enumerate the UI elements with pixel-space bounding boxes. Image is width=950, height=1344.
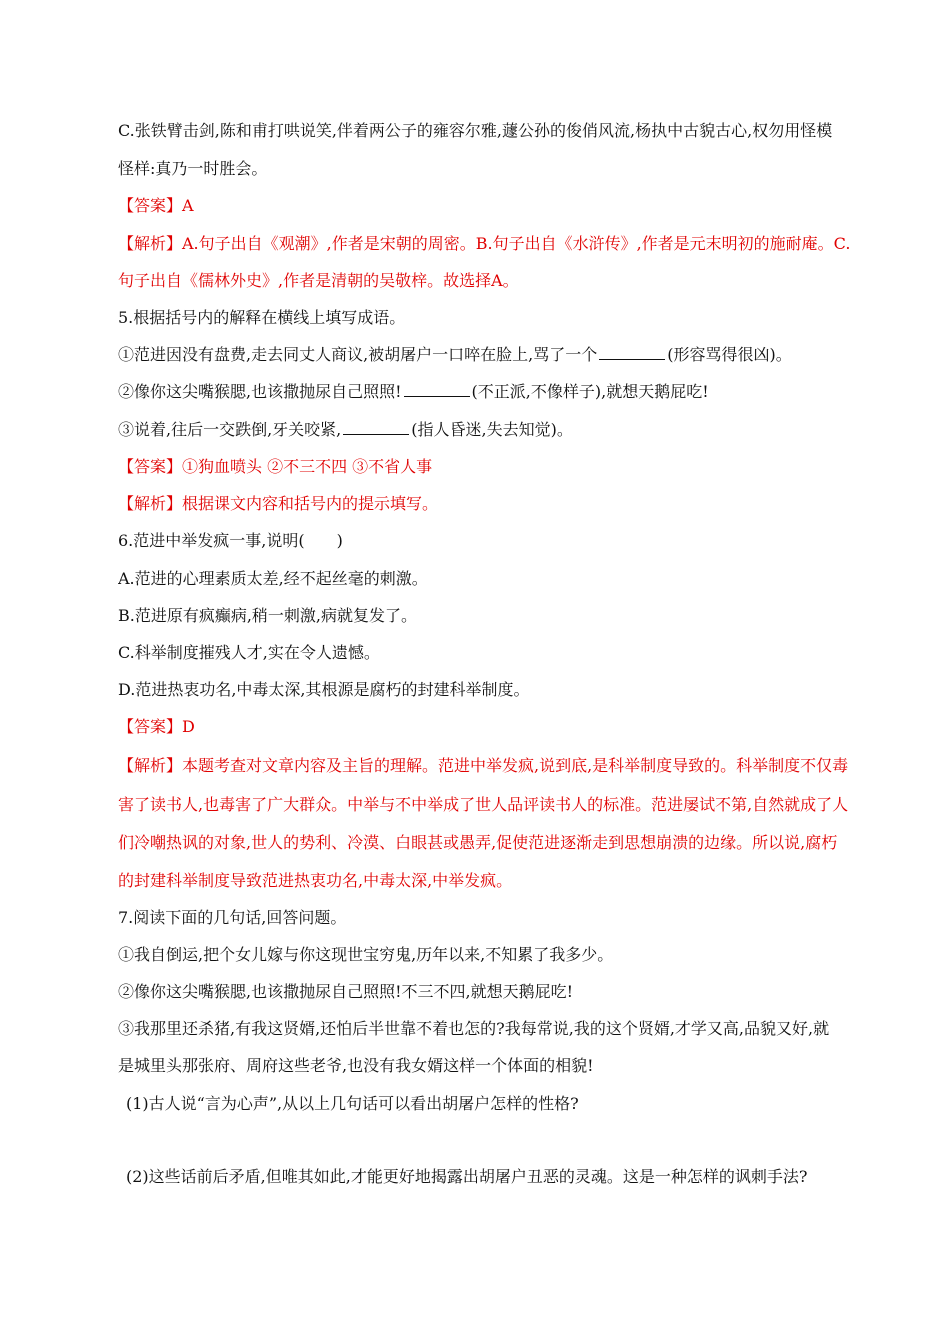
q7-sentence2: ②像你这尖嘴猴腮,也该撒抛尿自己照照!不三不四,就想天鹅屁吃! xyxy=(118,982,574,1001)
q4-option-c-line1: C.张铁臂击剑,陈和甫打哄说笑,伴着两公子的雍容尔雅,蘧公孙的俊俏风流,杨执中古貌古心,权勿用怪模 xyxy=(118,121,833,140)
q5-item2-hint: (不正派,不像样子),就想天鹅屁吃! xyxy=(471,382,709,401)
q7-subquestion-2: (2)这些话前后矛盾,但唯其如此,才能更好地揭露出胡屠户丑恶的灵魂。这是一种怎样的讽刺手法? xyxy=(126,1167,808,1186)
q4-analysis-line1: 【解析】A.句子出自《观潮》,作者是宋朝的周密。B.句子出自《水浒传》,作者是元末明初的施耐庵。C. xyxy=(118,234,851,253)
q6-analysis-line4: 的封建科举制度导致范进热衷功名,中毒太深,中举发疯。 xyxy=(118,871,513,890)
q5-item3-hint: (指人昏迷,失去知觉)。 xyxy=(411,420,573,439)
q5-item1-text: ①范进因没有盘费,走去同丈人商议,被胡屠户一口啐在脸上,骂了一个 xyxy=(118,345,598,364)
q6-option-b: B.范进原有疯癫病,稍一刺激,病就复发了。 xyxy=(118,606,418,625)
q6-analysis-line1: 【解析】本题考查对文章内容及主旨的理解。范进中举发疯,说到底,是科举制度导致的。科举制度不仅毒 xyxy=(118,756,849,775)
q5-analysis: 【解析】根据课文内容和括号内的提示填写。 xyxy=(118,494,439,513)
q6-option-c: C.科举制度摧残人才,实在令人遗憾。 xyxy=(118,643,380,662)
q5-item2 xyxy=(118,381,858,403)
q7-sentence1: ①我自倒运,把个女儿嫁与你这现世宝穷鬼,历年以来,不知累了我多少。 xyxy=(118,945,614,964)
q5-item1-blank xyxy=(599,345,665,360)
q6-analysis-line2: 害了读书人,也毒害了广大群众。中举与不中举成了世人品评读书人的标准。范进屡试不第,自然就成了人 xyxy=(118,795,849,814)
q7-subquestion-1: (1)古人说“言为心声”,从以上几句话可以看出胡屠户怎样的性格? xyxy=(126,1094,579,1113)
q4-analysis-line2: 句子出自《儒林外史》,作者是清朝的吴敬梓。故选择A。 xyxy=(118,271,519,290)
q5-item1-hint: (形容骂得很凶)。 xyxy=(667,345,792,364)
q5-item3-blank xyxy=(343,420,409,435)
q5-item3 xyxy=(118,419,858,441)
q5-stem: 5.根据括号内的解释在横线上填写成语。 xyxy=(118,308,406,327)
q6-option-a: A.范进的心理素质太差,经不起丝毫的刺激。 xyxy=(118,569,428,588)
q7-sentence3-line2: 是城里头那张府、周府这些老爷,也没有我女婿这样一个体面的相貌! xyxy=(118,1056,594,1075)
q6-analysis-line3: 们冷嘲热讽的对象,世人的势利、冷漠、白眼甚或愚弄,促使范进逐渐走到思想崩溃的边缘。所以说,腐朽 xyxy=(118,833,838,852)
q6-option-d: D.范进热衷功名,中毒太深,其根源是腐朽的封建科举制度。 xyxy=(118,680,530,699)
q5-item2-text: ②像你这尖嘴猴腮,也该撒抛尿自己照照! xyxy=(118,382,402,401)
q7-stem: 7.阅读下面的几句话,回答问题。 xyxy=(118,908,347,927)
q6-stem: 6.范进中举发疯一事,说明( ) xyxy=(118,531,343,550)
q4-option-c-line2: 怪样:真乃一时胜会。 xyxy=(118,159,268,178)
q5-item1 xyxy=(118,344,858,366)
q5-answer: 【答案】①狗血喷头 ②不三不四 ③不省人事 xyxy=(118,457,433,476)
q5-item2-blank xyxy=(404,382,470,397)
q5-item3-text: ③说着,往后一交跌倒,牙关咬紧, xyxy=(118,420,342,439)
q4-answer: 【答案】A xyxy=(118,196,194,215)
q7-sentence3-line1: ③我那里还杀猪,有我这贤婿,还怕后半世靠不着也怎的?我每常说,我的这个贤婿,才学又高,品貌又好,就 xyxy=(118,1019,830,1038)
q6-answer: 【答案】D xyxy=(118,717,195,736)
